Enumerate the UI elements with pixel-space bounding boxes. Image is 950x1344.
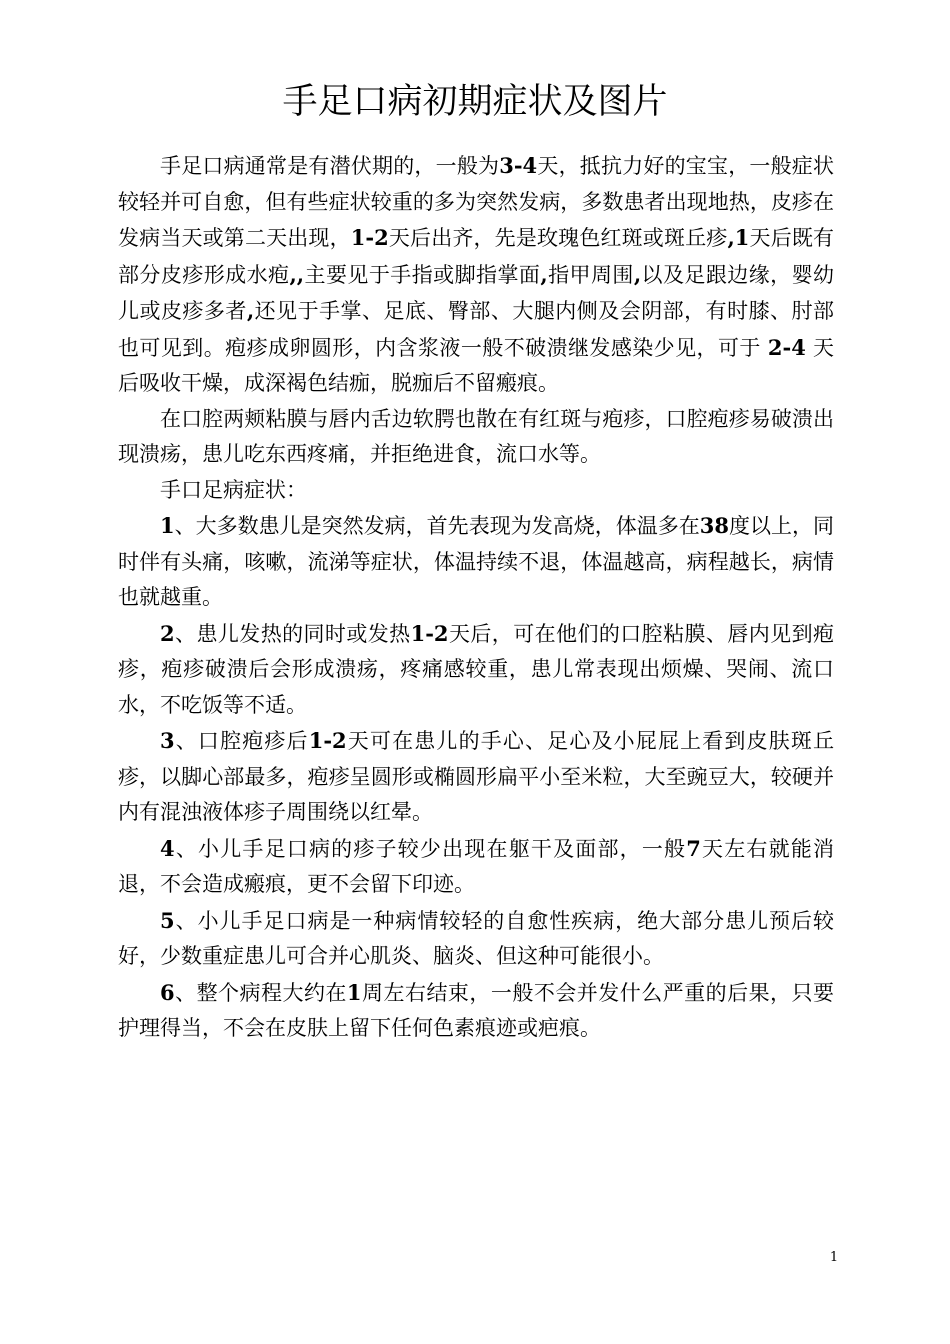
paragraph-oral-lesions: 在口腔两颊粘膜与唇内舌边软腭也散在有红斑与疱疹，口腔疱疹易破溃出现溃疡，患儿吃东西疼痛，并拒绝进食，流口水等。 — [118, 406, 834, 466]
paragraph-symptoms-heading: 手口足病症状： — [160, 477, 307, 502]
page-number: 1 — [829, 1250, 839, 1265]
list-item: 5、小儿手足口病是一种病情较轻的自愈性疾病，绝大部分患儿预后较好，少数重症患儿可合并心肌炎、脑炎、但这种可能很小。 — [118, 907, 834, 968]
list-item: 4、小儿手足口病的疹子较少出现在躯干及面部，一般7天左右就能消退，不会造成瘢痕，更不会留下印迹。 — [118, 835, 835, 896]
document-title: 手足口病初期症状及图片 — [282, 82, 668, 122]
list-item: 6、整个病程大约在1周左右结束，一般不会并发什么严重的后果，只要护理得当，不会在皮肤上留下任何色素痕迹或疤痕。 — [118, 979, 835, 1040]
document-body — [118, 148, 834, 1047]
list-item: 1、大多数患儿是突然发病，首先表现为发高烧，体温多在38度以上，同时伴有头痛，咳嗽，流涕等症状，体温持续不退，体温越高，病程越长，病情也就越重。 — [118, 513, 835, 609]
list-item: 3、口腔疱疹后1-2天可在患儿的手心、足心及小屁屁上看到皮肤斑丘疹，以脚心部最多，疱疹呈圆形或椭圆形扁平小至米粒，大至豌豆大，较硬并内有混浊液体疹子周围绕以红晕。 — [118, 728, 835, 824]
paragraph-incubation: 手足口病通常是有潜伏期的，一般为3-4天，抵抗力好的宝宝，一般症状较轻并可自愈，但有些症状较重的多为突然发病，多数患者出现地热，皮疹在发病当天或第二天出现，1-2天后出齐，先是玫瑰色红斑或斑丘疹,1天后既有部分皮疹形成水疱,,主要见于手指或脚指掌面,指甲周围,以及足跟边缘，婴幼儿或皮疹多者,还见于手掌、足底、臀部、大腿内侧及会阴部，有时膝、肘部也可见到。疱疹成卵圆形，内含浆液一般不破溃继发感染少见，可于 2-4 天后吸收干燥，成深褐色结痂，脱痂后不留瘢痕。 — [118, 153, 835, 395]
list-item: 2、患儿发热的同时或发热1-2天后，可在他们的口腔粘膜、唇内见到疱疹，疱疹破溃后会形成溃疡，疼痛感较重，患儿常表现出烦燥、哭闹、流口水，不吃饭等不适。 — [118, 620, 834, 717]
